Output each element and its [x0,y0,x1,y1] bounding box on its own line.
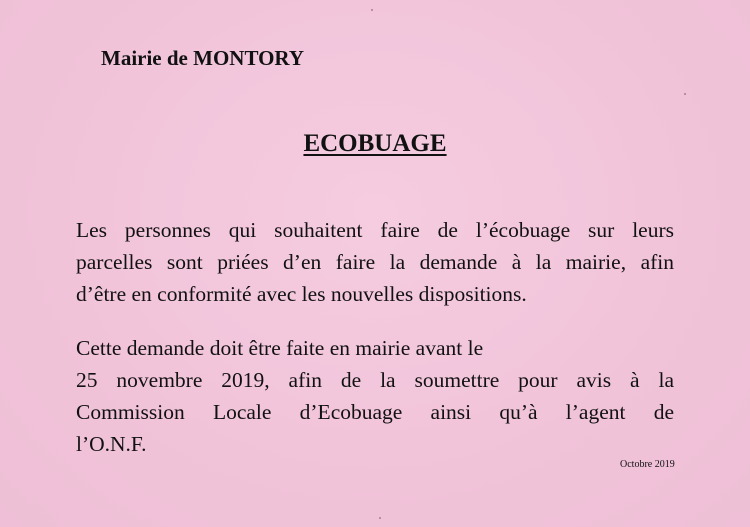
paragraph-line: Cette demande doit être faite en mairie avant le [76,336,484,360]
paragraph-line: Les personnes qui souhaitent faire de l’écobuage sur leurs [76,218,674,242]
notice-date: Octobre 2019 [620,459,675,470]
paragraph-line: Commission Locale d’Ecobuage ainsi qu’à l’agent de [76,400,674,424]
paper-speck [379,517,381,519]
mairie-header: Mairie de MONTORY [101,46,305,70]
paragraph-line: 25 novembre 2019, afin de la soumettre pour avis à la [76,368,674,392]
paragraph-line: l’O.N.F. [76,432,147,456]
paragraph-line: d’être en conformité avec les nouvelles dispositions. [76,282,527,306]
notice-title [0,130,750,158]
paragraph-deadline [76,332,674,460]
paper-speck [371,9,373,11]
paragraph-request [76,214,674,310]
paper-speck [684,93,686,95]
paragraph-line: parcelles sont priées d’en faire la demande à la mairie, afin [76,250,674,274]
notice-title-text: ECOBUAGE [303,130,447,157]
